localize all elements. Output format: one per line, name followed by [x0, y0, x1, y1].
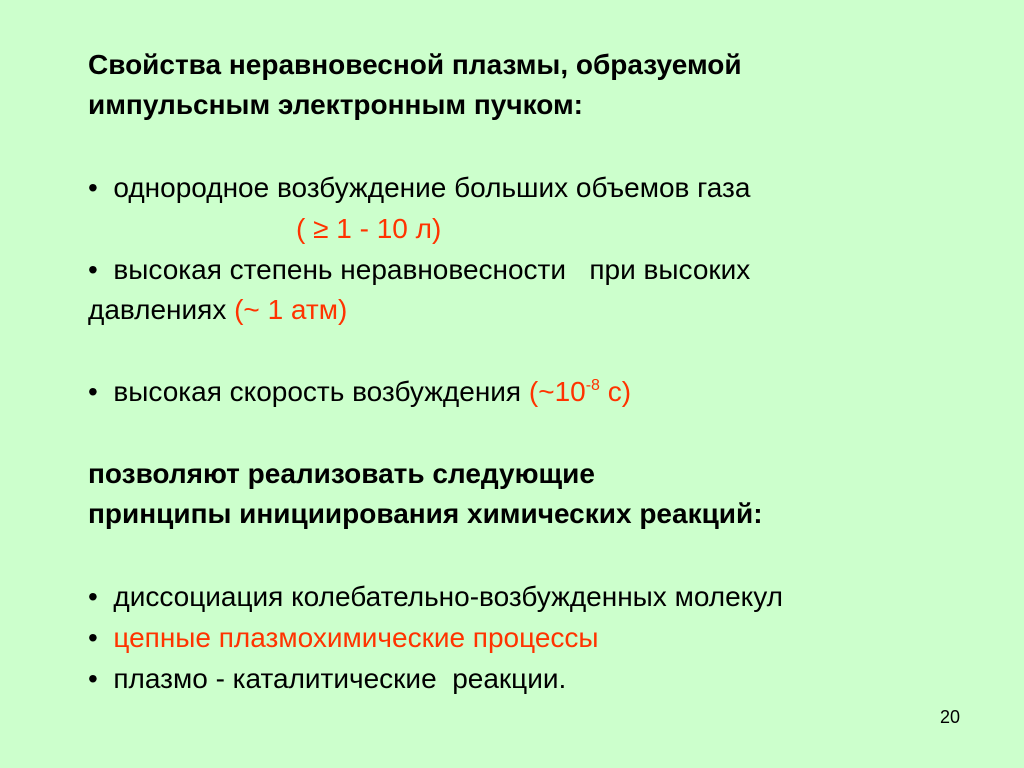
heading2-line1: позволяют реализовать следующие	[88, 458, 595, 489]
bullet: •	[88, 376, 98, 407]
property-item-3-text: высокая скорость возбуждения	[113, 376, 522, 407]
property-item-3-note	[529, 376, 631, 407]
property-item-1-text: однородное возбуждение больших объемов газа	[113, 172, 751, 203]
page-number: 20	[940, 707, 961, 727]
heading2-line2: принципы инициирования химических реакций:	[88, 498, 763, 529]
note-post: с)	[599, 376, 632, 407]
principle-item-1-text: диссоциация колебательно-возбужденных молекул	[113, 581, 783, 612]
bullet: •	[88, 172, 98, 203]
principle-item-3-text: плазмо - каталитические реакции.	[113, 663, 567, 694]
heading1-line2: импульсным электронным пучком:	[88, 89, 584, 120]
principle-item-2	[88, 621, 599, 655]
property-item-2-cont: давлениях	[88, 294, 227, 325]
property-item-2-note: (~ 1 атм)	[234, 294, 348, 325]
bullet: •	[88, 254, 98, 285]
note-exponent: -8	[585, 377, 600, 394]
property-item-1-note: ( ≥ 1 - 10 л)	[296, 213, 442, 244]
bullet: •	[88, 622, 98, 653]
property-item-2-continuation	[88, 293, 347, 327]
property-item-2-text: высокая степень неравновесности при высоких	[113, 254, 751, 285]
heading1-line1: Свойства неравновесной плазмы, образуемой	[88, 49, 742, 80]
property-item-1	[88, 171, 750, 205]
principle-item-1	[88, 580, 783, 614]
bullet: •	[88, 663, 98, 694]
property-item-3	[88, 375, 631, 409]
note-pre: (~10	[528, 376, 586, 407]
principle-item-3	[88, 662, 566, 696]
principle-item-2-text: цепные плазмохимические процессы	[113, 622, 599, 653]
property-item-2	[88, 253, 750, 287]
bullet: •	[88, 581, 98, 612]
